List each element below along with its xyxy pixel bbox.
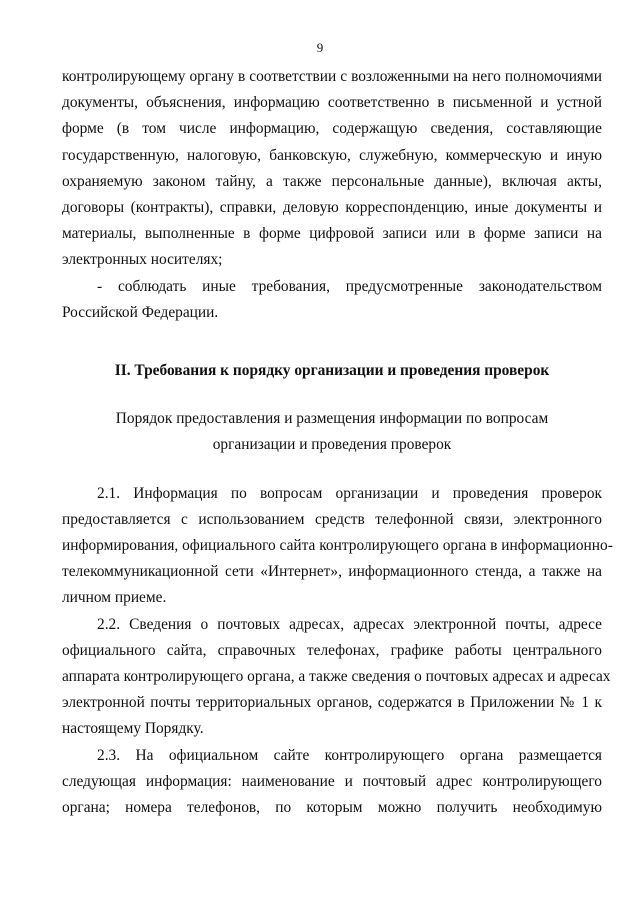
text-line: электронных носителях; [62, 251, 223, 269]
text-line: личном приеме. [62, 589, 167, 607]
text-line: электронной почты территориальных органов, содержатся в Приложении № 1 к [62, 694, 602, 712]
clause-2-1 [62, 481, 613, 612]
document-body [62, 64, 613, 821]
text-line: 2.1. Информация по вопросам организации и проведения проверок [97, 484, 602, 502]
bullet-paragraph [62, 274, 602, 326]
clause-2-2 [62, 612, 611, 743]
subtitle-line: Порядок предоставления и размещения информации по вопросам [115, 410, 549, 428]
text-line: форме (в том числе информацию, содержащую сведения, составляющие [62, 120, 602, 138]
text-line: телекоммуникационной сети «Интернет», информационного стенда, а также на [62, 563, 602, 581]
intro-paragraph [62, 64, 602, 274]
text-line: аппарата контролирующего органа, а также сведения о почтовых адресах и адресах [62, 668, 611, 686]
text-line: охраняемую законом тайну, а также персональные данные), включая акты, [62, 172, 602, 190]
text-line: договоры (контракты), справки, деловую корреспонденцию, иные документы и [62, 199, 602, 217]
text-line: - соблюдать иные требования, предусмотренные законодательством [97, 277, 602, 295]
text-line: 2.2. Сведения о почтовых адресах, адресах электронной почты, адресе [97, 615, 602, 633]
text-line: государственную, налоговую, банковскую, служебную, коммерческую и иную [62, 146, 602, 164]
text-line: Российской Федерации. [62, 303, 219, 321]
text-line: официального сайта, справочных телефонах, графике работы центрального [62, 641, 602, 659]
page-number: 9 [316, 40, 324, 55]
text-line: предоставляется с использованием средств телефонной связи, электронного [62, 510, 602, 528]
section-title: II. Требования к порядку организации и проведения проверок [114, 362, 550, 380]
text-line: следующая информация: наименование и почтовый адрес контролирующего [62, 772, 602, 790]
text-line: настоящему Порядку. [62, 720, 204, 738]
section-subtitle [62, 406, 602, 458]
subtitle-line: организации и проведения проверок [212, 436, 452, 454]
text-line: контролирующему органу в соответствии с возложенными на него полномочиями [62, 68, 602, 85]
text-line: органа; номера телефонов, по которым можно получить необходимую [62, 799, 602, 817]
text-line: информирования, официального сайта контролирующего органа в информационно- [62, 537, 613, 555]
text-line: материалы, выполненные в форме цифровой записи или в форме записи на [62, 225, 602, 243]
text-line: 2.3. На официальном сайте контролирующего органа размещается [97, 746, 602, 764]
text-line: документы, объяснения, информацию соответственно в письменной и устной [62, 94, 602, 112]
clause-2-3 [62, 743, 602, 822]
